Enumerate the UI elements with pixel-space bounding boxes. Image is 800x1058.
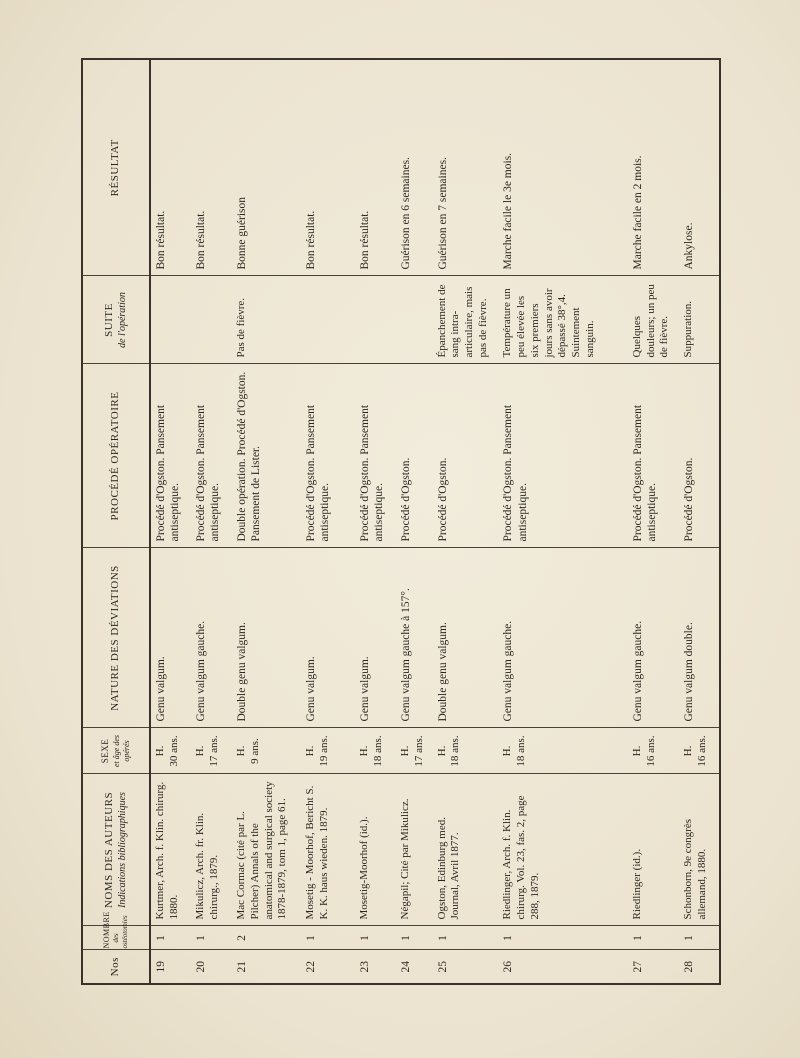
cell-suite: Quelques douleurs; un peu de fièvre. bbox=[628, 276, 679, 364]
age-value: 18 ans. bbox=[371, 735, 384, 767]
header-nos: Nos bbox=[82, 950, 150, 984]
cell-auteur: Schonborn, 9e congrès allemand, 1880. bbox=[679, 774, 720, 926]
cell-nature: Double genu valgum. bbox=[433, 548, 499, 728]
cell-nature: Genu valgum. bbox=[301, 548, 355, 728]
cell-procede: Procédé d'Ogston. Pansement antiseptique. bbox=[150, 364, 191, 548]
cell-auteur: Négapil; Cité par Mikulicz. bbox=[396, 774, 433, 926]
cell-sexe bbox=[355, 728, 396, 774]
cell-resultat: Bon résultat. bbox=[301, 59, 355, 276]
sexe-value: H. bbox=[235, 745, 247, 757]
age-value: 19 ans. bbox=[317, 735, 330, 767]
age-value: 30 ans. bbox=[167, 735, 180, 767]
table-row bbox=[628, 59, 679, 984]
sexe-value: H. bbox=[435, 745, 448, 757]
cell-sexe bbox=[301, 728, 355, 774]
age-value: 17 ans. bbox=[207, 735, 220, 767]
cell-resultat: Marche facile le 3e mois. bbox=[498, 59, 627, 276]
cell-suite: Épanchement de sang intra-articulaire, mais pas de fièvre. bbox=[433, 276, 499, 364]
cell-no: 24 bbox=[396, 950, 433, 984]
age-value: 18 ans. bbox=[515, 735, 528, 767]
cell-sexe bbox=[498, 728, 627, 774]
table-row bbox=[498, 59, 627, 984]
sexe-value: H. bbox=[630, 745, 643, 757]
cell-no: 27 bbox=[628, 950, 679, 984]
cell-nature: Genu valgum gauche. bbox=[628, 548, 679, 728]
cell-resultat: Bon résultat. bbox=[355, 59, 396, 276]
cell-resultat: Guérison en 7 semaines. bbox=[433, 59, 499, 276]
cell-suite: Température un peu élevée les six premiers jours sans avoir dépassé 38°,4. Suintement sanguin. bbox=[498, 276, 627, 364]
cell-nombre: 1 bbox=[396, 926, 433, 950]
header-resultat: RÉSULTAT bbox=[82, 59, 150, 276]
cell-suite bbox=[301, 276, 355, 364]
cell-resultat: Bon résultat. bbox=[150, 59, 191, 276]
cell-no: 25 bbox=[433, 950, 499, 984]
header-auteurs: NOMS DES AUTEURS Indications bibliographiques bbox=[82, 774, 150, 926]
cell-resultat: Guérison en 6 semaines. bbox=[396, 59, 433, 276]
cell-nombre: 2 bbox=[232, 926, 301, 950]
cell-suite bbox=[191, 276, 232, 364]
age-value: 16 ans. bbox=[695, 735, 708, 767]
cell-procede: Procédé d'Ogston. bbox=[396, 364, 433, 548]
cell-nature: Genu valgum double. bbox=[679, 548, 720, 728]
sexe-value: H. bbox=[681, 745, 694, 757]
table-row bbox=[301, 59, 355, 984]
cell-resultat: Ankylose. bbox=[679, 59, 720, 276]
header-sexe: SEXE et âge des opérés bbox=[82, 728, 150, 774]
cell-procede: Procédé d'Ogston. Pansement antiseptique. bbox=[191, 364, 232, 548]
cell-no: 19 bbox=[150, 950, 191, 984]
cell-suite bbox=[150, 276, 191, 364]
cell-auteur: Riedlinger, Arch. f. Klin. chirurg. Vol. 23, fas. 2, page 288, 1879. bbox=[498, 774, 627, 926]
cell-procede: Procédé d'Ogston. Pansement antiseptique. bbox=[628, 364, 679, 548]
osteotomy-table bbox=[81, 58, 721, 985]
cell-no: 21 bbox=[232, 950, 301, 984]
sexe-value: H. bbox=[194, 745, 206, 757]
age-value: 18 ans. bbox=[449, 735, 462, 767]
cell-nature: Genu valgum gauche. bbox=[498, 548, 627, 728]
table-row bbox=[150, 59, 191, 984]
sexe-value: H. bbox=[501, 745, 514, 757]
cell-nombre: 1 bbox=[355, 926, 396, 950]
cell-no: 26 bbox=[498, 950, 627, 984]
sexe-value: H. bbox=[304, 745, 317, 757]
header-row bbox=[82, 59, 150, 984]
cell-auteur: Mosetig - Moorhof, Bericht S. K. K. haus wieden. 1879. bbox=[301, 774, 355, 926]
cell-nombre: 1 bbox=[191, 926, 232, 950]
cell-nature: Genu valgum. bbox=[150, 548, 191, 728]
cell-auteur: Mosetig-Moorhof (id.). bbox=[355, 774, 396, 926]
cell-sexe bbox=[396, 728, 433, 774]
sexe-value: H. bbox=[357, 745, 370, 757]
age-value: 17 ans. bbox=[412, 735, 425, 767]
cell-nature: Genu valgum gauche. bbox=[191, 548, 232, 728]
cell-suite: Pas de fièvre. bbox=[232, 276, 301, 364]
cell-no: 20 bbox=[191, 950, 232, 984]
cell-resultat: Marche facile en 2 mois. bbox=[628, 59, 679, 276]
table-row bbox=[355, 59, 396, 984]
cell-suite bbox=[396, 276, 433, 364]
cell-nombre: 1 bbox=[679, 926, 720, 950]
cell-sexe bbox=[232, 728, 301, 774]
cell-nombre: 1 bbox=[498, 926, 627, 950]
table-row bbox=[191, 59, 232, 984]
header-suite: SUITE de l'opération bbox=[82, 276, 150, 364]
age-value: 9 ans. bbox=[248, 738, 261, 764]
cell-sexe bbox=[679, 728, 720, 774]
cell-sexe bbox=[150, 728, 191, 774]
cell-procede: Procédé d'Ogston. Pansement antiseptique. bbox=[498, 364, 627, 548]
cell-auteur: Riedlinger (id.). bbox=[628, 774, 679, 926]
cell-resultat: Bonne guérison bbox=[232, 59, 301, 276]
cell-auteur: Mikulicz, Arch. fr. Klin. chirurg., 1879. bbox=[191, 774, 232, 926]
cell-nombre: 1 bbox=[301, 926, 355, 950]
cell-sexe bbox=[628, 728, 679, 774]
cell-resultat: Bon résultat. bbox=[191, 59, 232, 276]
header-nature: NATURE DES DÉVIATIONS bbox=[82, 548, 150, 728]
cell-no: 23 bbox=[355, 950, 396, 984]
cell-no: 22 bbox=[301, 950, 355, 984]
cell-no: 28 bbox=[679, 950, 720, 984]
cell-nature: Genu valgum. bbox=[355, 548, 396, 728]
cell-sexe bbox=[433, 728, 499, 774]
cell-auteur: Kurtmer, Arch. f. Klin. chirurg. 1880. bbox=[150, 774, 191, 926]
sexe-value: H. bbox=[398, 745, 411, 757]
cell-nombre: 1 bbox=[433, 926, 499, 950]
cell-nombre: 1 bbox=[150, 926, 191, 950]
sexe-value: H. bbox=[154, 745, 166, 757]
cell-auteur: Ogston, Edinburg med. Journal, Avril 1877. bbox=[433, 774, 499, 926]
rotated-table-container bbox=[81, 60, 721, 985]
cell-nombre: 1 bbox=[628, 926, 679, 950]
cell-nature: Double genu valgum. bbox=[232, 548, 301, 728]
cell-procede: Procédé d'Ogston. bbox=[679, 364, 720, 548]
cell-sexe bbox=[191, 728, 232, 774]
table-row bbox=[679, 59, 720, 984]
cell-auteur: Mac Cormac (cité par L. Pilcher) Annals of the anatomical and surgical society 1878-1879, tom 1, page 61. bbox=[232, 774, 301, 926]
cell-procede: Procédé d'Ogston. Pansement antiseptique. bbox=[301, 364, 355, 548]
cell-nature: Genu valgum gauche à 157°. bbox=[396, 548, 433, 728]
cell-procede: Procédé d'Ogston. bbox=[433, 364, 499, 548]
cell-procede: Procédé d'Ogston. Pansement antiseptique. bbox=[355, 364, 396, 548]
table-row bbox=[396, 59, 433, 984]
cell-suite bbox=[355, 276, 396, 364]
cell-procede: Double opération. Procédé d'Ogston. Pansement de Lister. bbox=[232, 364, 301, 548]
age-value: 16 ans. bbox=[644, 735, 657, 767]
table-row bbox=[433, 59, 499, 984]
header-procede: PROCÉDÉ OPÉRATOIRE bbox=[82, 364, 150, 548]
table-row bbox=[232, 59, 301, 984]
cell-suite: Suppuration. bbox=[679, 276, 720, 364]
header-nombre: NOMBRE des ostéotomies bbox=[82, 926, 150, 950]
